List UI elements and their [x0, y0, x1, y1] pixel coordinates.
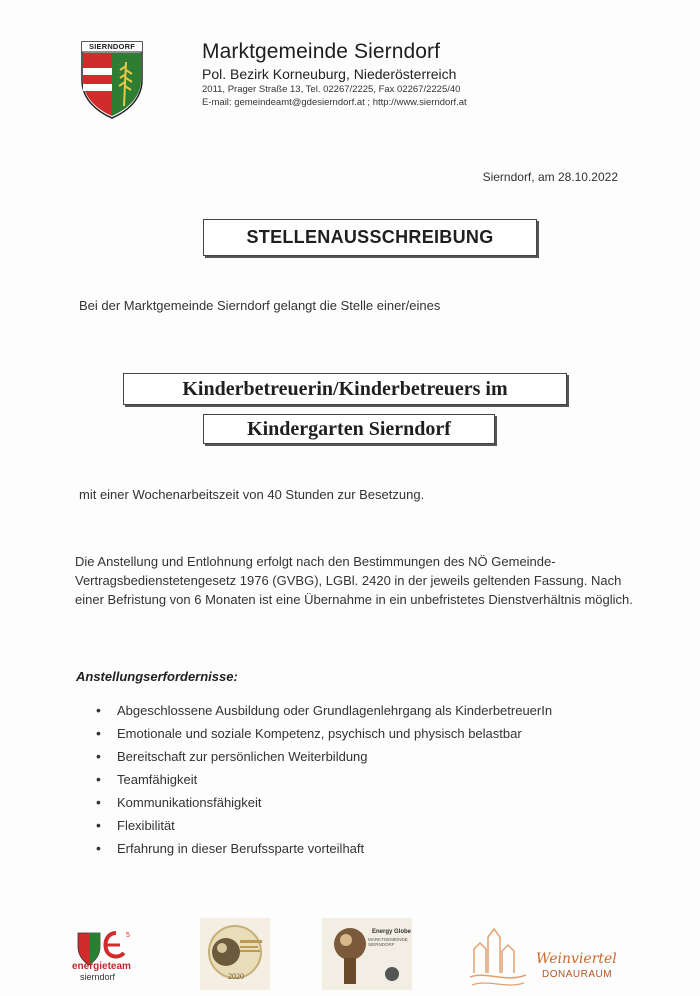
energy-globe-subtitle: MARKTGEMEINDE SIERNDORF [368, 937, 408, 947]
organization-block [202, 40, 467, 108]
organization-address: 2011, Prager Straße 13, Tel. 02267/2225, Fax 02267/2225/40 [202, 84, 461, 95]
weinviertel-sub-label: DONAURAUM [542, 969, 613, 980]
crest-label: SIERNDORF [89, 42, 135, 51]
location-title: Kindergarten Sierndorf [247, 417, 451, 440]
requirements-heading: Anstellungserfordernisse: [76, 669, 238, 684]
document-date: Sierndorf, am 28.10.2022 [482, 170, 618, 184]
document-title: STELLENAUSSCHREIBUNG [246, 227, 494, 247]
list-item: • Kommunikationsfähigkeit [96, 793, 616, 812]
weinviertel-script-label: Weinviertel [536, 951, 617, 967]
list-item: • Erfahrung in dieser Berufssparte vorteilhaft [96, 839, 616, 858]
organization-contact: E-mail: gemeindeamt@gdesierndorf.at ; http://www.sierndorf.at [202, 97, 467, 108]
municipal-crest-icon [80, 40, 144, 120]
letterhead [80, 40, 620, 130]
location-box [203, 414, 495, 444]
intro-text: Bei der Marktgemeinde Sierndorf gelangt die Stelle einer/eines [79, 298, 441, 313]
list-item: • Abgeschlossene Ausbildung oder Grundlagenlehrgang als KinderbetreuerIn [96, 701, 616, 720]
organization-title: Marktgemeinde Sierndorf [202, 40, 441, 63]
position-box [123, 373, 567, 405]
svg-text:5: 5 [126, 932, 130, 939]
list-item: • Teamfähigkeit [96, 770, 616, 789]
document-title-box [203, 219, 537, 256]
employment-paragraph: Die Anstellung und Entlohnung erfolgt nach den Bestimmungen des NÖ Gemeinde-Vertragsbedienstetengesetz 1976 (GVBG), LGBl. 2420 in der jeweils geltenden Fassung. Nach einer Befristung von 6 Monaten ist eine Übernahme in ein unbefristetes Dienstverhältnis möglich. [75, 554, 633, 607]
footer-logos [0, 915, 700, 996]
energieteam-sub-label: sierndorf [80, 972, 116, 982]
energieteam-label: energieteam [72, 961, 131, 972]
list-item: • Flexibilität [96, 816, 616, 835]
energy-globe-title: Energy Globe [372, 929, 412, 935]
position-title: Kinderbetreuerin/Kinderbetreuers im [182, 377, 508, 400]
organization-district: Pol. Bezirk Korneuburg, Niederösterreich [202, 66, 457, 82]
requirements-list [96, 701, 616, 862]
award-year: 2020 [228, 972, 244, 981]
list-item: • Emotionale und soziale Kompetenz, psychisch und physisch belastbar [96, 724, 616, 743]
working-hours-text: mit einer Wochenarbeitszeit von 40 Stunden zur Besetzung. [79, 487, 425, 502]
list-item: • Bereitschaft zur persönlichen Weiterbildung [96, 747, 616, 766]
